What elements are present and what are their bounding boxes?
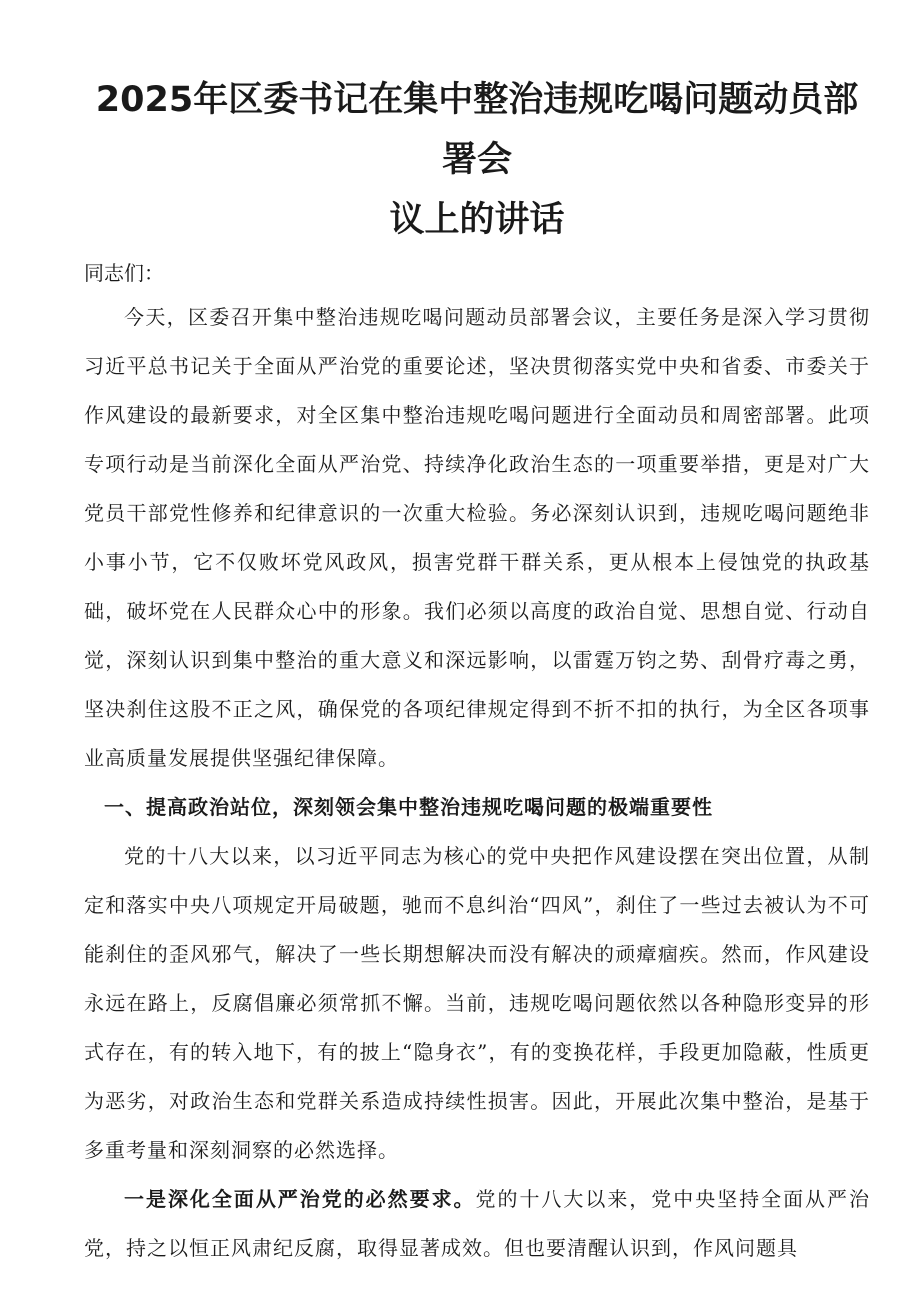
point-1-lead: 一是深化全面从严治党的必然要求。: [124, 1187, 476, 1211]
section-1-heading: 一、提高政治站位，深刻领会集中整治违规吃喝问题的极端重要性: [104, 795, 713, 819]
title-line-2: 议上的讲话: [389, 200, 565, 240]
salutation: 同志们：: [84, 261, 164, 285]
title-line-1: 2025年区委书记在集中整治违规吃喝问题动员部署会: [95, 80, 859, 180]
point-1-text: 党的十八大以来，党中央坚持全面从严治党，持之以恒正风肃纪反腐，取得显著成效。但也要清醒认识到，作风问题具: [84, 1187, 871, 1260]
point-1-paragraph: [84, 1175, 870, 1273]
section-1-paragraph: 党的十八大以来，以习近平同志为核心的党中央把作风建设摆在突出位置，从制定和落实中央八项规定开局破题，驰而不息纠治“四风”，刹住了一些过去被认为不可能刹住的歪风邪气，解决了一些长期想解决而没有解决的顽瘴痼疾。然而，作风建设永远在路上，反腐倡廉必须常抓不懈。当前，违规吃喝问题依然以各种隐形变异的形式存在，有的转入地下，有的披上“隐身衣”，有的变换花样，手段更加隐蔽，性质更为恶劣，对政治生态和党群关系造成持续性损害。因此，开展此次集中整治，是基于多重考量和深刻洞察的必然选择。: [84, 844, 870, 1162]
document-page: [84, 70, 870, 1273]
intro-paragraph: 今天，区委召开集中整治违规吃喝问题动员部署会议，主要任务是深入学习贯彻习近平总书记关于全面从严治党的重要论述，坚决贯彻落实党中央和省委、市委关于作风建设的最新要求，对全区集中整治违规吃喝问题进行全面动员和周密部署。此项专项行动是当前深化全面从严治党、持续净化政治生态的一项重要举措，更是对广大党员干部党性修养和纪律意识的一次重大检验。务必深刻认识到，违规吃喝问题绝非小事小节，它不仅败坏党风政风，损害党群干群关系，更从根本上侵蚀党的执政基础，破坏党在人民群众心中的形象。我们必须以高度的政治自觉、思想自觉、行动自觉，深刻认识到集中整治的重大意义和深远影响，以雷霆万钧之势、刮骨疗毒之勇，坚决刹住这股不正之风，确保党的各项纪律规定得到不折不扣的执行，为全区各项事业高质量发展提供坚强纪律保障。: [84, 305, 870, 770]
document-title: [84, 70, 870, 250]
